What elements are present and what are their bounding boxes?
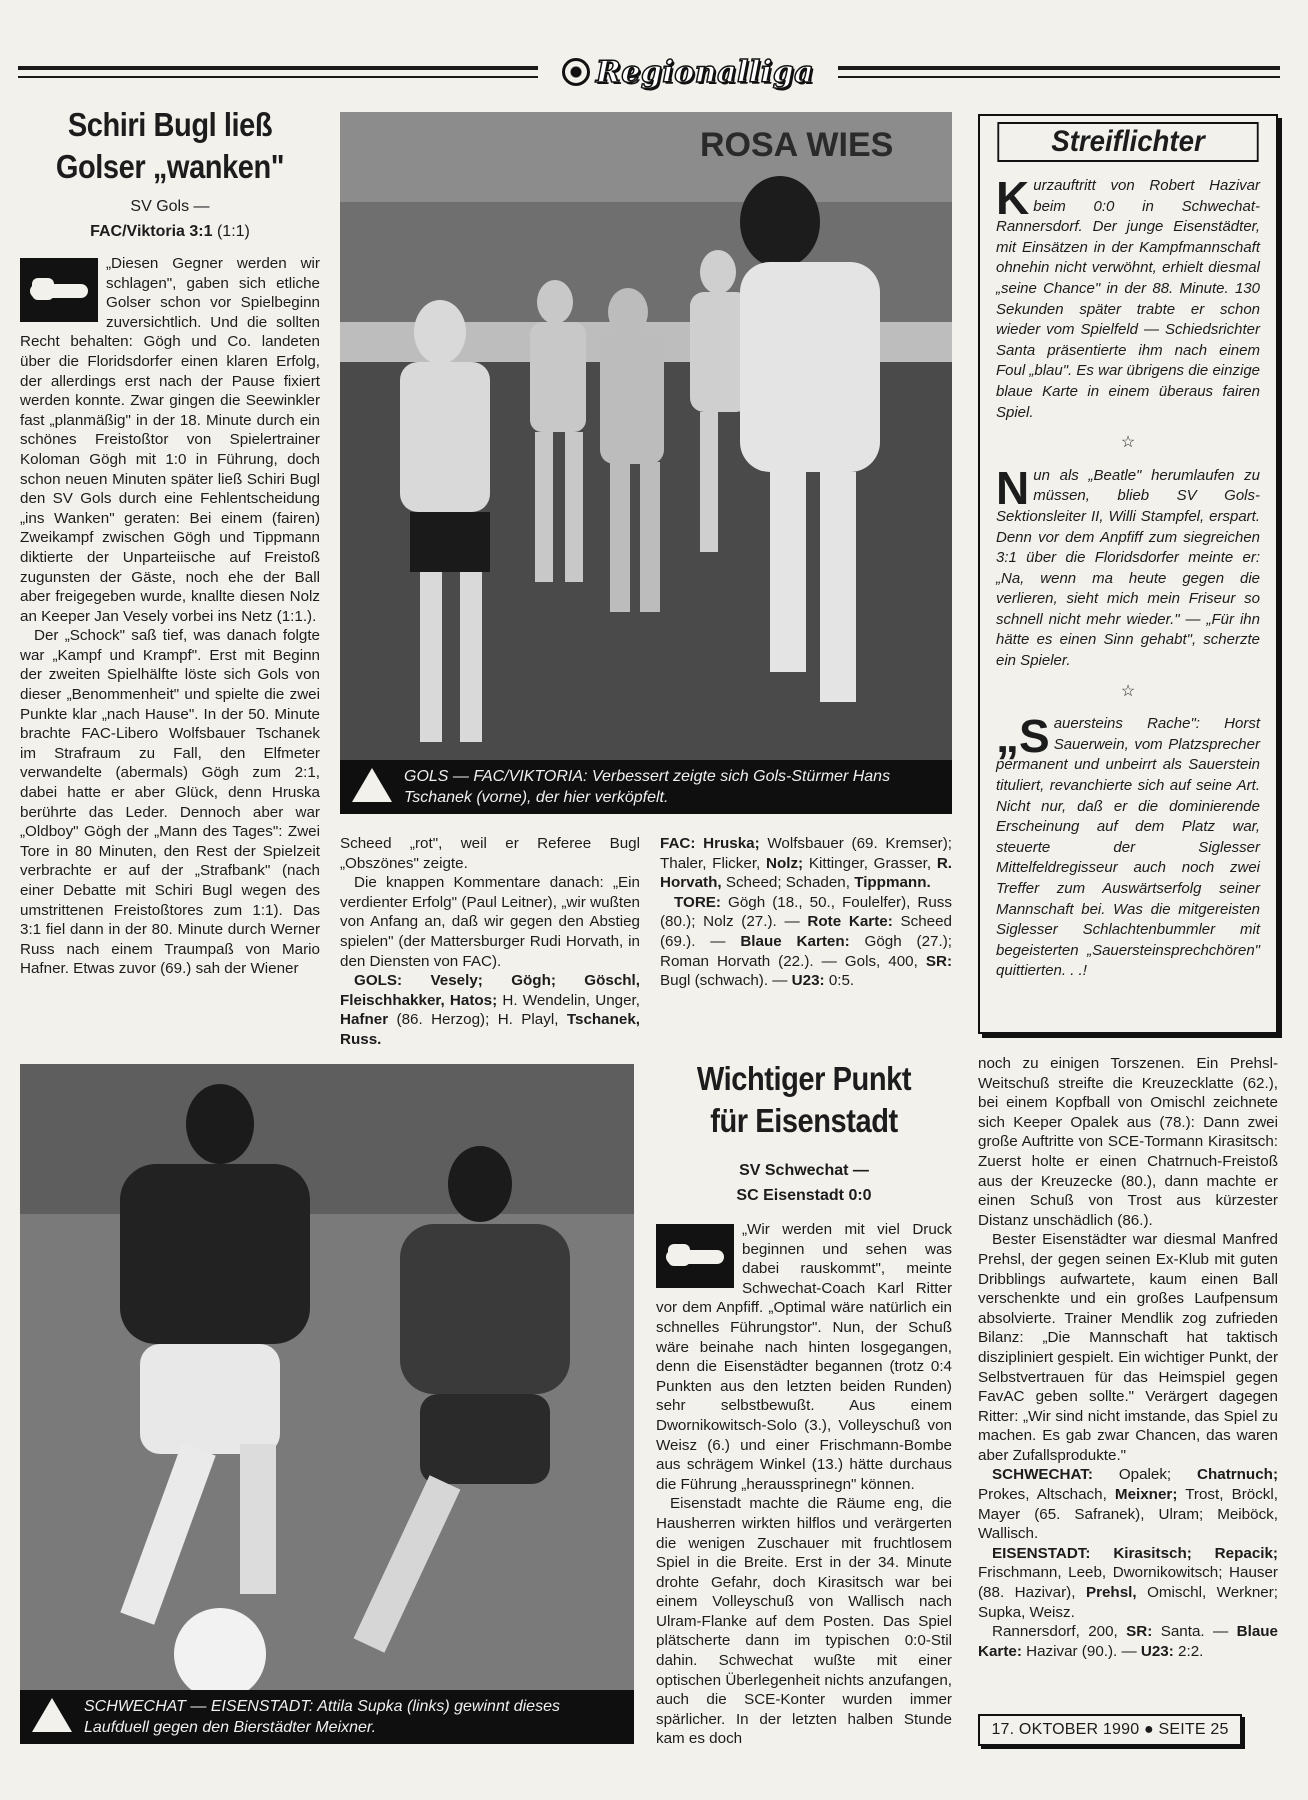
lineup-bold: Prehsl, <box>1085 1584 1137 1602</box>
lineup-label: FAC: <box>660 835 696 852</box>
stats-text: Santa. — <box>1152 1623 1237 1641</box>
paragraph: Bester Eisenstädter war diesmal Manfred Prehsl, der gegen seinen Ex-Klub mit guten Dribblings aufwartete, kaum einen Ball verschenkte und ein großes Laufpensum absolvierte. Trainer Mendlik zog zufrieden Bilanz: „Die Mannschaft hat taktisch diszipliniert gespielt. Ein wichtiger Punkt, der Selbstvertrauen für das Heimspiel gegen FavAC geben sollte." Verärgert dagegen Ritter: „Wir sind nicht imstande, das Spiel zu machen. Es gab zwar Chancen, das waren aber Zufallsprodukte." <box>978 1231 1278 1464</box>
paragraph: Der „Schock" saß tief, was danach folgte war „Kampf und Krampf". Erst mit Beginn der zweiten Spielhälfte löste sich Gols von dieser „Benommenheit" und spielte die zwei Punkte klar „nach Hause". In der 50. Minute brachte FAC-Libero Wolfsbauer Tschanek im Strafraum zu Fall, den Elfmeter verwandelte (abermals) Gögh zum 2:1, dabei hatte er aber Glück, denn Hruska berührte das Leder. Dennoch aber war „Oldboy" Gögh der „Mann des Tages": Zwei Tore in 80 Minuten, den Rest der Spielzeit verbrachte er auf der „Strafbank" (nach einer Debatte mit Schiri Bugl wegen des umstrittenen Freistoßtores zum 1:1). Das 3:1 fiel dann in der 80. Minute durch Werner Russ nach einem Traumpaß von Mario Hafner. Etwas zuvor (69.) sah der Wiener <box>20 627 320 978</box>
stats-text: Scheed (69.). — <box>660 913 953 950</box>
article2-matchline <box>656 1158 952 1208</box>
article1-headline <box>38 104 302 188</box>
photo1-caption <box>340 760 952 814</box>
stats-label: Blaue Karten: <box>740 932 850 950</box>
lineup-normal: (86. Herzog); H. Playl, <box>388 1011 567 1029</box>
article2-headline <box>674 1058 934 1142</box>
page-footer: 17. OKTOBER 1990 ● SEITE 25 <box>978 1714 1242 1746</box>
lineup-label: EISENSTADT: <box>992 1544 1091 1562</box>
streiflicht-item <box>996 710 1260 982</box>
match-photo-illustration <box>20 1064 634 1744</box>
lineup-bold: Tippmann. <box>854 874 931 892</box>
star-icon: ☆ <box>1120 682 1136 700</box>
streiflicht-text: auersteins Rache": Horst Sauerwein, vom Platzsprecher permanent und unbeirrt als Sauerstein tituliert, revanchierte sich auf seine Art. Nicht nur, daß er die dominierende Erscheinung auf dem Platz war, steuerte der Siglesser Mittelfeldregisseur auch noch zwei Treffer zum Auswärtserfolg seiner Mannschaft bei. Was die mitgereisten Siglesser Schlachtenbummler mit begeisterten „Sauersteinsprechchören" quittierten. . .! <box>996 715 1260 980</box>
stats-label: SR: <box>1126 1623 1153 1641</box>
matchline-2: SC Eisenstadt 0:0 <box>736 1187 872 1204</box>
paragraph: noch zu einigen Torszenen. Ein Prehsl-Weitschuß streifte die Kreuzecklatte (62.), bei einem Kopfball von Omischl zeichnete sich Keeper Opalek aus (78.): Dann zwei große Auftritte von SCE-Tormann Kirasitsch: Zuerst holte er einen Chatrnuch-Freistoß aus der Kreuzecke (80.), dann machte er einen Schuß von Trost aus kürzester Distanz unschädlich (86.). <box>978 1055 1278 1229</box>
stats-text: 0:5. <box>824 972 855 990</box>
stats-label: Blaue Karte: <box>978 1623 1278 1660</box>
stats-label: TORE: <box>674 893 721 911</box>
stats-label: U23: <box>791 972 825 990</box>
stats-label: U23: <box>1140 1642 1174 1660</box>
lineup-normal: Omischl, Werkner; Supka, Weisz. <box>978 1584 1278 1621</box>
stats-text: Hazivar (90.). — <box>1021 1642 1141 1660</box>
match-stats <box>660 893 952 991</box>
article1-matchline <box>20 194 320 244</box>
drop-cap: „S <box>996 710 1050 763</box>
headline-line-2: für Eisenstadt <box>710 1102 898 1139</box>
match-score: FAC/Viktoria 3:1 <box>90 223 213 240</box>
section-title: Regionalliga <box>595 54 815 90</box>
headline-line-1: Schiri Bugl ließ <box>67 106 273 143</box>
drop-cap: N <box>996 461 1030 514</box>
streiflichter-title: Streiflichter <box>997 122 1258 162</box>
lineup-bold: Hafner <box>340 1011 389 1029</box>
lineup-bold: Nolz; <box>766 854 804 872</box>
article1-body-col1 <box>20 254 320 979</box>
football-icon <box>562 58 590 86</box>
caption-text: SCHWECHAT — EISENSTADT: Attila Supka (links) gewinnt dieses Laufduell gegen den Bierstädter Meixner. <box>84 1698 560 1736</box>
matchline-1: SV Gols — <box>130 198 210 215</box>
lineup-normal: H. Wendelin, Unger, <box>497 991 640 1009</box>
match-halftime: (1:1) <box>212 223 250 240</box>
section-badge <box>538 54 838 90</box>
pointing-hand-icon <box>656 1224 734 1288</box>
lineup-normal: Kittinger, Grasser, <box>803 854 937 872</box>
pointing-hand-icon <box>20 258 98 322</box>
lineup-normal: Opalek; <box>1092 1466 1197 1484</box>
paragraph: Scheed „rot", weil er Referee Bugl „Obszönes" zeigte. <box>340 835 640 872</box>
lineup-schwechat <box>978 1465 1278 1543</box>
article2-column1 <box>656 1058 952 1749</box>
lineup-eisenstadt <box>978 1544 1278 1622</box>
streiflicht-text: un als „Beatle" herumlaufen zu müssen, blieb SV Gols-Sektionsleiter II, Willi Stampfel, erspart. Denn vor dem Anpfiff zum siegreichen 3:1 über die Floridsdorfer meinte er: „Na, wenn ma heute gegen die verlieren, sieht mich mein Friseur so schnell nicht mehr wieder." — „Für ihn hätte es einen Sinn gehabt", scherzte ein Spieler. <box>996 466 1260 670</box>
star-icon: ☆ <box>1120 434 1136 452</box>
paragraph: Die knappen Kommentare danach: „Ein verdienter Erfolg" (Paul Leitner), „wir wußten von Anfang an, daß wir gegen den Abstieg spielen" (der Mattersburger Rudi Horvath, in den Diensten von FAC). <box>340 874 640 970</box>
headline-line-1: Wichtiger Punkt <box>696 1060 912 1097</box>
article1-column1 <box>20 104 320 979</box>
lineup-label: GOLS: <box>354 972 403 990</box>
streiflichter-box <box>978 114 1278 1034</box>
paragraph: „Diesen Gegner werden wir schlagen", gaben sich etliche Golser schon vor Spielbeginn zuversichtlich. Und die sollten Recht behalten: Gögh und Co. landeten über die Floridsdorfer einen klaren Erfolg, der allerdings erst nach der Pause fixiert werden konnte. Zwar gingen die Seewinkler fast „planmäßig" in der 18. Minute durch ein schönes Freistoßtor von Spielertrainer Koloman Gögh mit 1:0 in Führung, doch schon neuen Minuten später ließ Schiri Bugl den SV Gols durch eine Fehlentscheidung „ins Wanken" geraten: Bei einem (fairen) Zweikampf zwischen Gögh und Tippmann diktierte der Unparteiische auf Freistoß zugunsten der Gäste, noch ehe der Ball aber freigegeben wurde, knallte diesen Nolz an Keeper Jan Vesely vorbei ins Netz (1:1.). <box>20 255 320 625</box>
section-header <box>18 54 1280 90</box>
paragraph: „Wir werden mit viel Druck beginnen und sehen was dabei rauskommt", meinte Schwechat-Coach Karl Ritter vor dem Anpfiff. „Optimal wäre natürlich ein schnelles Führungstor". Nun, der Schuß wäre beinahe nach hinten losgegangen, denn die Eisenstädter begannen (trotz 0:4 Punkten aus den letzten beiden Runden) sehr selbstbewußt. Aus einem Dwornikowitsch-Solo (3.), Volleyschuß von Weisz (6.) und einer Frischmann-Bombe aus schrägem Winkel (13.) hätte durchaus die Führung „heraussprinegn" können. <box>656 1221 952 1493</box>
article1-body-col3 <box>660 834 952 991</box>
headline-line-2: Golser „wanken" <box>55 148 285 185</box>
streiflicht-item <box>996 461 1260 672</box>
lineup-gols <box>340 971 640 1049</box>
caption-triangle-icon <box>352 768 392 802</box>
lineup-bold: Meixner; <box>1114 1486 1178 1504</box>
lineup-bold: Tschanek, Russ. <box>340 1011 640 1048</box>
lineup-normal: Wolfsbauer (69. Kremser); Thaler, Flicker, <box>660 835 952 872</box>
lineup-bold: Kirasitsch; Repacik; <box>1090 1544 1278 1562</box>
stats-text: Bugl (schwach). — <box>660 972 792 990</box>
lineup-normal: Prokes, Altschach, <box>978 1486 1115 1504</box>
lineup-normal: Trost, Bröckl, Mayer (65. Safranek), Ulram; Meiböck, Wallisch. <box>978 1486 1278 1543</box>
streiflicht-text: urzauftritt von Robert Hazivar beim 0:0 in Schwechat-Rannersdorf. Der junge Eisenstädter, mit Einsätzen in der Kampfmannschaft ohnehin nicht verwöhnt, erhielt diesmal „seine Chance" in der 88. Minute. 130 Sekunden später trabte er schon wieder vom Spielfeld — Schiedsrichter Santa präsentierte ihm nach einem Foul „blau". Es war übrigens die einzige blaue Karte in einem überaus fairen Spiel. <box>996 177 1260 421</box>
article1-body-col2 <box>340 834 640 1050</box>
stats-text: 2:2. <box>1173 1642 1204 1660</box>
lineup-fac <box>660 834 952 893</box>
lineup-bold: Chatrnuch; <box>1197 1466 1278 1484</box>
stats-label: Rote Karte: <box>807 913 893 931</box>
lineup-bold: Hruska; <box>695 835 760 852</box>
streiflicht-item <box>996 172 1260 423</box>
caption-triangle-icon <box>32 1698 72 1732</box>
match-photo-illustration <box>340 112 952 814</box>
stats-label: SR: <box>925 952 952 970</box>
lineup-bold: Vesely; Gögh; Göschl, Fleischhakker, Hatos; <box>340 972 640 1009</box>
paragraph: Eisenstadt machte die Räume eng, die Hausherren wirkten hilflos und verärgerten die wenigen Zuschauer mit fruchtlosem Spiel in die Breite. Erst in der 34. Minute drohte Gefahr, doch Kirasitsch war bei einem Volleyschuß von Wallisch nach Ulram-Flanke auf dem Posten. Das Spiel plätscherte dann im typischen 0:0-Stil dahin. Schwechat wußte mit einer optischen Überlegenheit nichts anzufangen, auch die SCE-Konter wurden immer spärlicher. In der letzten halben Stunde kam es doch <box>656 1495 952 1748</box>
stats-text: Gögh (27.); Roman Horvath (22.). — Gols, 400, <box>660 932 952 970</box>
match-stats <box>978 1622 1278 1661</box>
banner-text: ROSA WIES <box>700 126 894 164</box>
stats-text: Rannersdorf, 200, <box>992 1623 1127 1641</box>
matchline-1: SV Schwechat — <box>739 1162 869 1179</box>
stats-text: Gögh (18., 50., Foulelfer), Russ (80.); Nolz (27.). — <box>660 893 952 931</box>
photo-gols-fac <box>340 112 952 814</box>
lineup-normal: Scheed; Schaden, <box>721 874 855 892</box>
photo-schwechat-eisenstadt <box>20 1064 634 1744</box>
matchline-2 <box>20 219 320 244</box>
article2-body-col1 <box>656 1220 952 1749</box>
lineup-normal: Frischmann, Leeb, Dwornikowitsch; Hauser (88. Hazivar), <box>978 1564 1278 1602</box>
drop-cap: K <box>996 172 1030 224</box>
lineup-label: SCHWECHAT: <box>992 1466 1093 1484</box>
photo2-caption <box>20 1690 634 1744</box>
caption-text: GOLS — FAC/VIKTORIA: Verbessert zeigte sich Gols-Stürmer Hans Tschanek (vorne), der hier verköpfelt. <box>404 768 891 806</box>
streiflichter-body <box>980 162 1276 982</box>
article2-body-col2 <box>978 1054 1278 1661</box>
lineup-bold: R. Horvath, <box>660 854 952 892</box>
